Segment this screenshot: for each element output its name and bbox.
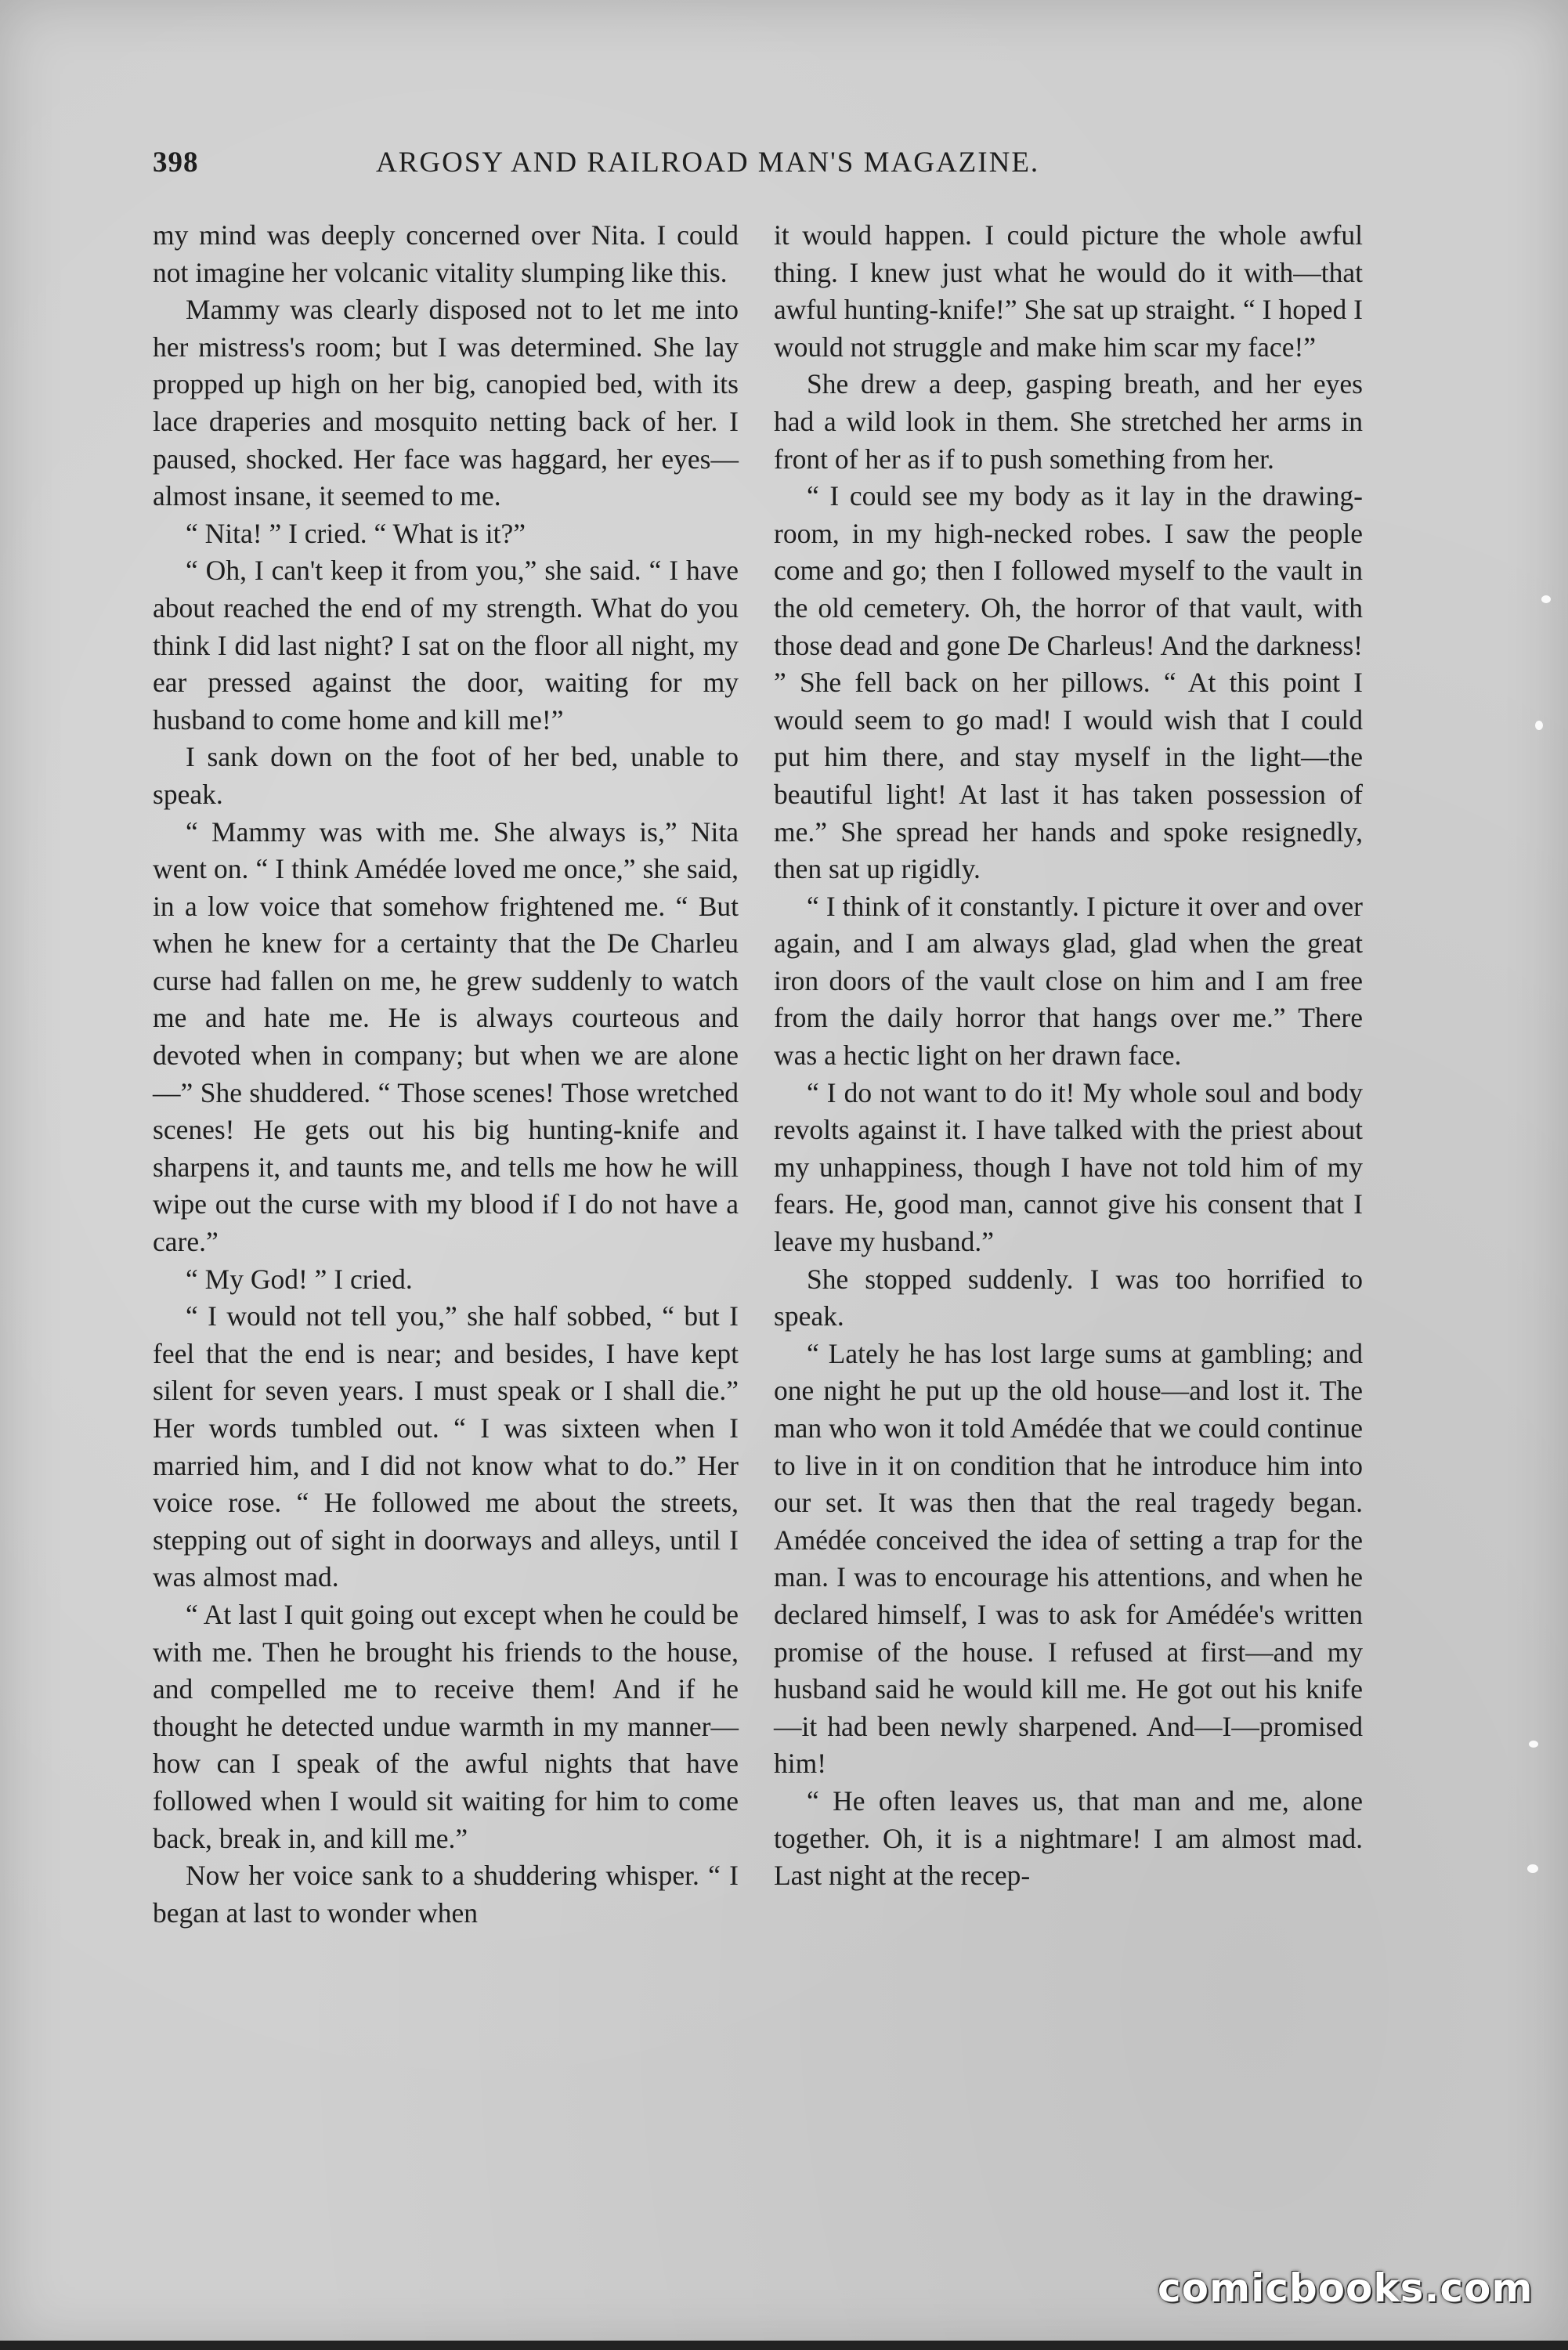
- page-number: 398: [153, 146, 199, 179]
- paper-speck: [1529, 1741, 1538, 1748]
- left-column: [153, 217, 739, 1932]
- paragraph: “ I would not tell you,” she half sobbed, “ but I feel that the end is near; and besides, I have kept silent for seven years. I must speak or I shall die.” Her words tumbled out. “ I was sixteen when I married him, and I did not know what to do.” Her voice rose. “ He followed me about the streets, stepping out of sight in doorways and alleys, until I was almost mad.: [153, 1300, 739, 1593]
- paragraph: I sank down on the foot of her bed, unable to speak.: [153, 741, 739, 810]
- paragraph: She drew a deep, gasping breath, and her eyes had a wild look in them. She stretched her arms in front of her as if to push something from her.: [774, 368, 1363, 475]
- paragraph: “ Nita! ” I cried. “ What is it?”: [186, 517, 526, 549]
- right-column: [774, 217, 1363, 1895]
- paragraph: “ I think of it constantly. I picture it over and over again, and I am always glad, glad when the great iron doors of the vault close on him and I am free from the daily horror that hangs over me.” There was a hectic light on her drawn face.: [774, 890, 1363, 1072]
- paragraph: She stopped suddenly. I was too horrified to speak.: [774, 1263, 1363, 1332]
- paragraph: “ My God! ” I cried.: [186, 1263, 413, 1295]
- paper-speck: [1535, 721, 1543, 730]
- paragraph: “ At last I quit going out except when he could be with me. Then he brought his friends to the house, and compelled me to receive them! And if he thought he detected undue warmth in my manner—how can I speak of the awful nights that have followed when I would sit waiting for him to come back, break in, and kill me.”: [153, 1598, 739, 1854]
- paragraph: “ Oh, I can't keep it from you,” she said. “ I have about reached the end of my strength. What do you think I did last night? I sat on the floor all night, my ear pressed against the door, waiting for my husband to come home and kill me!”: [153, 555, 739, 736]
- paragraph: “ I could see my body as it lay in the drawing-room, in my high-necked robes. I saw the people come and go; then I followed myself to the vault in the old cemetery. Oh, the horror of that vault, with those dead and gone De Charleus! And the darkness! ” She fell back on her pillows. “ At this point I would seem to go mad! I would wish that I could put him there, and stay myself in the light—the beautiful light! At last it has taken possession of me.” She spread her hands and spoke resignedly, then sat up rigidly.: [774, 480, 1363, 885]
- bottom-border: [0, 2341, 1568, 2350]
- paper-speck: [1527, 1864, 1538, 1873]
- paper-speck: [1541, 595, 1551, 603]
- paragraph: “ Mammy was with me. She always is,” Nita went on. “ I think Amédée loved me once,” she said, in a low voice that somehow frightened me. “ But when he knew for a certainty that the De Charleu curse had fallen on me, he grew suddenly to watch me and hate me. He is always courteous and devoted when in company; but when we are alone—” She shuddered. “ Those scenes! Those wretched scenes! He gets out his big hunting-knife and sharpens it, and taunts me, and tells me how he will wipe out the curse with my blood if I do not have a care.”: [153, 815, 739, 1258]
- paragraph: my mind was deeply concerned over Nita. I could not imagine her volcanic vitality slumping like this.: [153, 219, 739, 288]
- paragraph: Now her voice sank to a shuddering whisper. “ I began at last to wonder when: [153, 1860, 739, 1929]
- paragraph: it would happen. I could picture the whole awful thing. I knew just what he would do it with—that awful hunting-knife!” She sat up straight. “ I hoped I would not struggle and make him scar my face!”: [774, 219, 1363, 363]
- watermark-text: comicbooks.com: [1158, 2265, 1534, 2311]
- page-header: [153, 146, 1390, 193]
- paragraph: “ He often leaves us, that man and me, alone together. Oh, it is a nightmare! I am almost mad. Last night at the recep-: [774, 1784, 1363, 1892]
- paragraph: Mammy was clearly disposed not to let me into her mistress's room; but I was determined. She lay propped up high on her big, canopied bed, with its lace draperies and mosquito netting back of her. I paused, shocked. Her face was haggard, her eyes—almost insane, it seemed to me.: [153, 294, 739, 512]
- paragraph: “ Lately he has lost large sums at gambling; and one night he put up the old house—and lost it. The man who won it told Amédée that we could continue to live in it on condition that he introduce him into our set. It was then that the real tragedy began. Amédée conceived the idea of setting a trap for the man. I was to encourage his attentions, and when he declared himself, I was to ask for Amédée's written promise of the house. I refused at first—and my husband said he would kill me. He got out his knife—it had been newly sharpened. And—I—promised him!: [774, 1337, 1363, 1780]
- running-title: ARGOSY AND RAILROAD MAN'S MAGAZINE.: [376, 146, 1040, 179]
- paragraph: “ I do not want to do it! My whole soul and body revolts against it. I have talked with the priest about my unhappiness, though I have not told him of my fears. He, good man, cannot give his consent that I leave my husband.”: [774, 1076, 1363, 1258]
